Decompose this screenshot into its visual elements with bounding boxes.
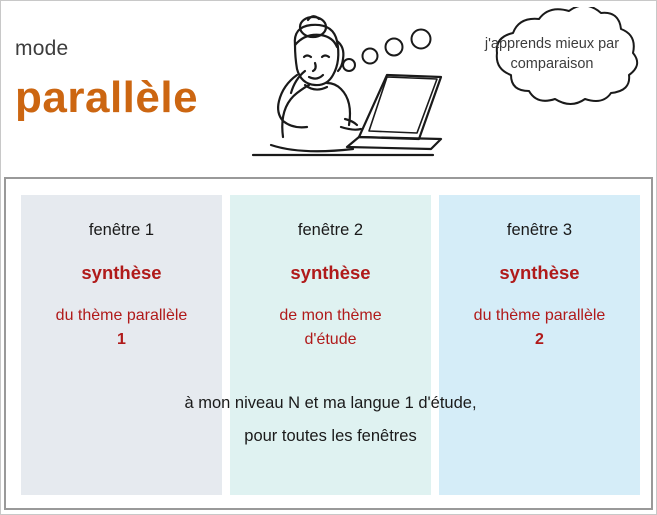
window-3-synthesis: synthèse: [499, 262, 580, 283]
window-2-subtitle-line2: d'étude: [304, 331, 357, 348]
window-3-title: fenêtre 3: [506, 221, 573, 239]
header-area: [1, 1, 656, 173]
window-column-3[interactable]: [439, 195, 640, 495]
window-column-2[interactable]: [230, 195, 431, 495]
mode-label: mode: [15, 37, 69, 60]
window-2-title: fenêtre 2: [297, 221, 364, 239]
window-1-subtitle-line1: du thème parallèle: [55, 307, 188, 324]
footer-line-2: pour toutes les fenêtres: [244, 427, 417, 445]
window-2-subtitle: [230, 304, 431, 352]
window-1-subtitle-line2: 1: [117, 331, 126, 348]
window-1-synthesis: synthèse: [81, 262, 162, 283]
footer-line-1: à mon niveau N et ma langue 1 d'étude,: [184, 394, 477, 412]
window-2-subtitle-line1: de mon thème: [279, 307, 382, 324]
window-1-title: fenêtre 1: [88, 221, 155, 239]
thought-dots-icon: [339, 25, 455, 73]
parallel-windows-panel: [4, 177, 653, 510]
window-2-synthesis: synthèse: [290, 262, 371, 283]
window-3-subtitle: [439, 304, 640, 352]
window-3-subtitle-line1: du thème parallèle: [473, 307, 606, 324]
mode-title: parallèle: [15, 73, 199, 122]
window-3-subtitle-line2: 2: [535, 331, 544, 348]
windows-columns: [21, 195, 641, 495]
window-1-subtitle: [21, 304, 222, 352]
window-column-1[interactable]: [21, 195, 222, 495]
thought-bubble-text: j'apprends mieux par comparaison: [484, 36, 620, 72]
